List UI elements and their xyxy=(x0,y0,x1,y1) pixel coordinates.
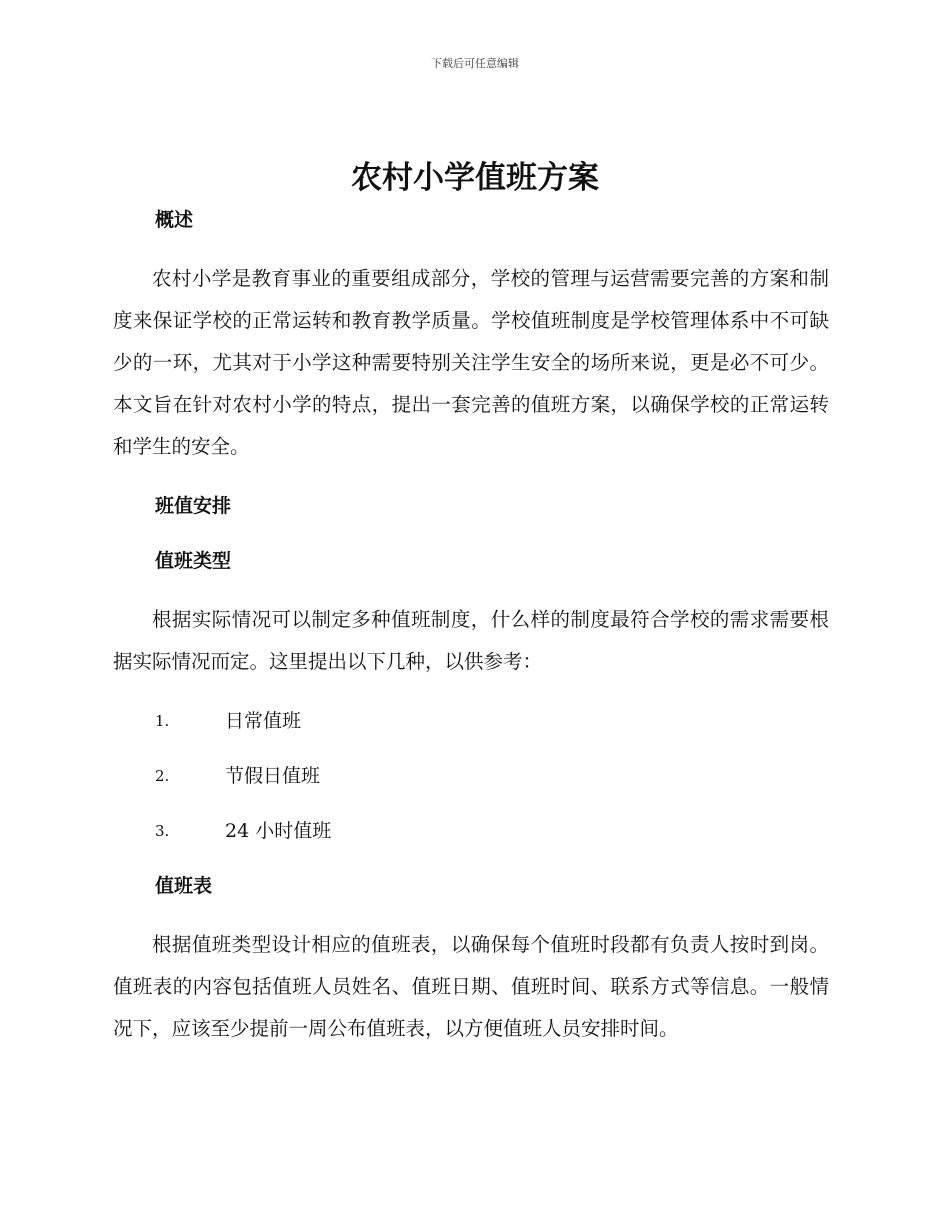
list-item-text: 节假日值班 xyxy=(225,765,321,787)
section-heading-duty-schedule: 值班表 xyxy=(155,875,213,897)
list-item xyxy=(113,759,829,793)
paragraph-duty-schedule: 根据值班类型设计相应的值班表，以确保每个值班时段都有负责人按时到岗。值班表的内容包括值班人员姓名、值班日期、值班时间、联系方式等信息。一般情况下，应该至少提前一周公布值班表，以方便值班人员安排时间。 xyxy=(113,933,829,1040)
section-heading-overview: 概述 xyxy=(155,209,194,231)
paragraph-overview: 农村小学是教育事业的重要组成部分，学校的管理与运营需要完善的方案和制度来保证学校的正常运转和教育教学质量。学校值班制度是学校管理体系中不可缺少的一环，尤其对于小学这种需要特别关注学生安全的场所来说，更是必不可少。本文旨在针对农村小学的特点，提出一套完善的值班方案，以确保学校的正常运转和学生的安全。 xyxy=(113,267,829,458)
section-heading-duty-types: 值班类型 xyxy=(155,550,232,572)
document-title: 农村小学值班方案 xyxy=(351,160,599,196)
section-heading-arrangement: 班值安排 xyxy=(155,495,232,517)
page-header-note: 下载后可任意编辑 xyxy=(431,57,519,70)
list-item-text: 24 小时值班 xyxy=(225,820,332,842)
list-item-number: 3. xyxy=(155,822,170,840)
list-item xyxy=(113,704,829,738)
list-item-number: 2. xyxy=(155,767,170,785)
list-item-number: 1. xyxy=(155,712,170,730)
paragraph-duty-types: 根据实际情况可以制定多种值班制度，什么样的制度最符合学校的需求需要根据实际情况而定。这里提出以下几种，以供参考： xyxy=(113,608,829,673)
document-body xyxy=(113,203,829,1071)
list-item xyxy=(113,814,829,848)
list-item-text: 日常值班 xyxy=(225,710,302,732)
